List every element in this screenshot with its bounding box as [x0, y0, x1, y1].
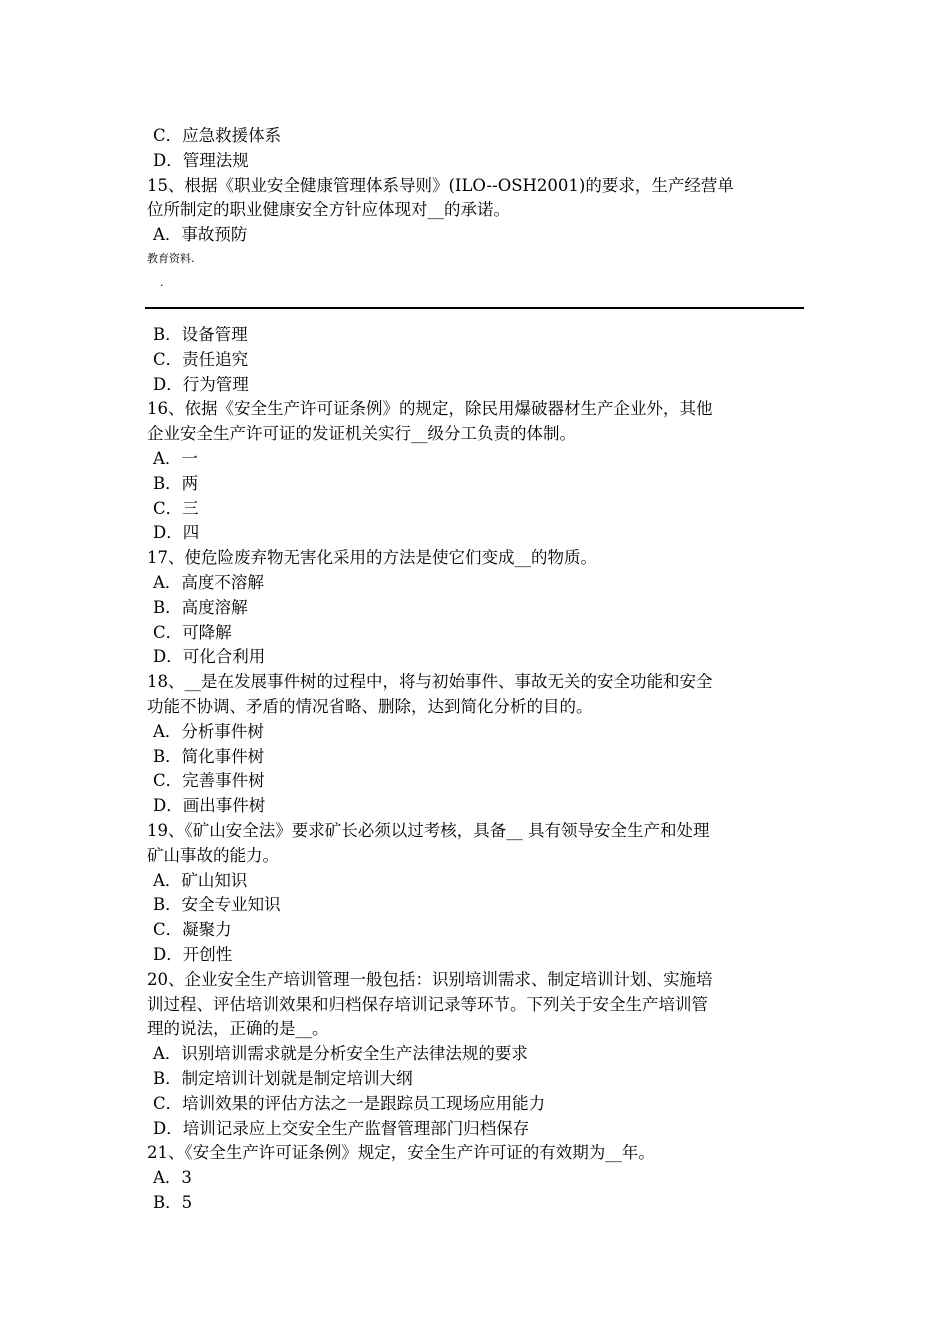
- question-text: 功能不协调、矛盾的情况省略、删除，达到简化分析的目的。: [147, 696, 593, 716]
- answer-option: D．四: [153, 523, 200, 543]
- page-footer-dot: .: [160, 276, 164, 289]
- question-text: 矿山事故的能力。: [147, 845, 279, 865]
- answer-option: B．两: [153, 473, 199, 493]
- answer-option: B．简化事件树: [153, 746, 265, 766]
- answer-option: A．事故预防: [153, 225, 248, 245]
- top-text-block: [147, 124, 807, 248]
- answer-option: A．高度不溶解: [153, 572, 264, 592]
- question-text: 15、根据《职业安全健康管理体系导则》(ILO--OSH2001)的要求，生产经营单: [147, 175, 734, 195]
- answer-option: B．安全专业知识: [153, 895, 281, 915]
- page-footer-text: 教育资料.: [147, 252, 195, 265]
- answer-option: B．制定培训计划就是制定培训大纲: [153, 1068, 413, 1088]
- answer-option: A．一: [153, 448, 198, 468]
- answer-option: C．凝聚力: [153, 920, 232, 940]
- question-text: 理的说法，正确的是__。: [147, 1019, 329, 1039]
- answer-option: A．识别培训需求就是分析安全生产法律法规的要求: [153, 1044, 528, 1064]
- question-text: 16、依据《安全生产许可证条例》的规定，除民用爆破器材生产企业外，其他: [147, 399, 713, 419]
- question-text: 19、《矿山安全法》要求矿长必须以过考核，具备__ 具有领导安全生产和处理: [147, 820, 710, 840]
- answer-option: D．开创性: [153, 944, 233, 964]
- question-text: 21、《安全生产许可证条例》规定，安全生产许可证的有效期为__年。: [147, 1143, 655, 1163]
- answer-option: B．高度溶解: [153, 597, 248, 617]
- answer-option: A．3: [153, 1168, 192, 1188]
- answer-option: D．可化合利用: [153, 647, 266, 667]
- answer-option: B．设备管理: [153, 325, 248, 344]
- question-text: 位所制定的职业健康安全方针应体现对__的承诺。: [147, 200, 510, 220]
- answer-option: D．画出事件树: [153, 796, 266, 816]
- answer-option: A．分析事件树: [153, 721, 264, 741]
- answer-option: C．三: [153, 498, 199, 518]
- question-text: 企业安全生产许可证的发证机关实行__级分工负责的体制。: [147, 424, 576, 444]
- answer-option: D．培训记录应上交安全生产监督管理部门归档保存: [153, 1118, 530, 1138]
- question-text: 18、__是在发展事件树的过程中，将与初始事件、事故无关的安全功能和安全: [147, 672, 713, 692]
- answer-option: C．应急救援体系: [153, 126, 282, 145]
- question-text: 训过程、评估培训效果和归档保存培训记录等环节。下列关于安全生产培训管: [147, 994, 708, 1014]
- main-text-block: [147, 323, 807, 1216]
- answer-option: D．管理法规: [153, 150, 249, 170]
- answer-option: C．完善事件树: [153, 771, 265, 791]
- answer-option: D．行为管理: [153, 374, 249, 394]
- question-text: 17、使危险废弃物无害化采用的方法是使它们变成__的物质。: [147, 548, 597, 568]
- question-text: 20、企业安全生产培训管理一般包括：识别培训需求、制定培训计划、实施培: [147, 969, 713, 989]
- answer-option: A．矿山知识: [153, 870, 248, 890]
- answer-option: C．责任追究: [153, 349, 249, 369]
- answer-option: B．5: [153, 1192, 193, 1212]
- answer-option: C．可降解: [153, 622, 232, 642]
- answer-option: C．培训效果的评估方法之一是跟踪员工现场应用能力: [153, 1093, 546, 1113]
- page-separator-rule: [145, 307, 804, 309]
